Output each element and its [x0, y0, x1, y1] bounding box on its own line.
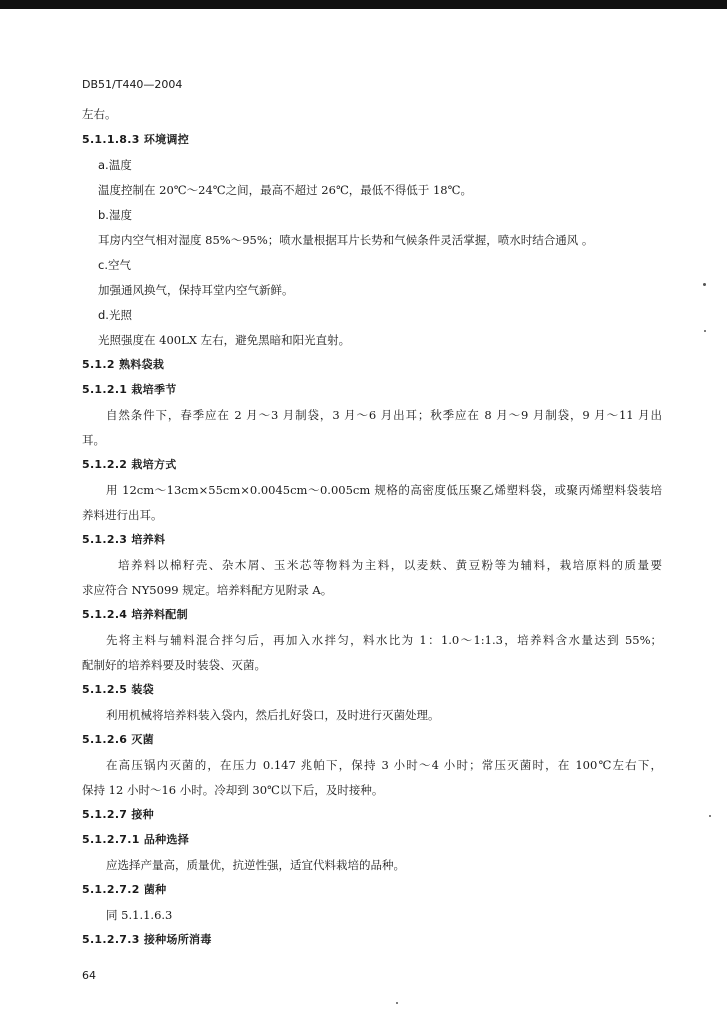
paragraph-variety-selection: 应选择产量高，质量优，抗逆性强，适宜代料栽培的品种。 [106, 858, 405, 872]
paragraph-method-line2: 养料进行出耳。 [82, 508, 163, 522]
section-heading-5-1-2-7-1: 5.1.2.7.1 品种选择 [82, 833, 190, 846]
section-heading-5-1-2: 5.1.2 熟料袋栽 [82, 358, 165, 371]
subheading-humidity: b.湿度 [98, 208, 132, 222]
paragraph-sterilization-line1: 在高压锅内灭菌的，在压力 0.147 兆帕下，保持 3 小时～4 小时；常压灭菌时，在 100℃左右下， [106, 758, 662, 772]
section-heading-5-1-2-2: 5.1.2.2 栽培方式 [82, 458, 177, 471]
section-heading-5-1-2-4: 5.1.2.4 培养料配制 [82, 608, 188, 621]
section-heading-5-1-2-1: 5.1.2.1 栽培季节 [82, 383, 177, 396]
paragraph-substrate-line2: 求应符合 NY5099 规定。培养料配方见附录 A。 [82, 583, 333, 597]
paragraph-continuation: 左右。 [82, 107, 117, 121]
paragraph-season-line1: 自然条件下，春季应在 2 月～3 月制袋，3 月～6 月出耳；秋季应在 8 月～9 月制袋，9 月～11 月出 [106, 408, 662, 422]
paragraph-spawn-reference: 同 5.1.1.6.3 [106, 908, 173, 922]
paragraph-mixing-line2: 配制好的培养料要及时装袋、灭菌。 [82, 658, 266, 672]
scan-speck [709, 815, 711, 817]
paragraph-substrate-line1: 培养料以棉籽壳、杂木屑、玉米芯等物料为主料，以麦麸、黄豆粉等为辅料，栽培原料的质量要 [118, 558, 662, 572]
subheading-temperature: a.温度 [98, 158, 132, 172]
paragraph-season-line2: 耳。 [82, 433, 105, 447]
paragraph-sterilization-line2: 保持 12 小时～16 小时。冷却到 30℃以下后，及时接种。 [82, 783, 384, 797]
section-heading-5-1-2-7-2: 5.1.2.7.2 菌种 [82, 883, 167, 896]
section-heading-5-1-2-3: 5.1.2.3 培养料 [82, 533, 166, 546]
section-heading-5-1-2-7: 5.1.2.7 接种 [82, 808, 154, 821]
paragraph-mixing-line1: 先将主料与辅料混合拌匀后，再加入水拌匀，料水比为 1：1.0～1:1.3，培养料含水量达到 55%； [106, 633, 662, 647]
page-number: 64 [82, 969, 96, 982]
paragraph-humidity: 耳房内空气相对湿度 85%～95%；喷水量根据耳片长势和气候条件灵活掌握，喷水时结合通风 。 [98, 233, 594, 247]
paragraph-temperature: 温度控制在 20℃～24℃之间，最高不超过 26℃，最低不得低于 18℃。 [98, 183, 472, 197]
document-code-header: DB51/T440—2004 [82, 78, 183, 91]
section-heading-5-1-2-5: 5.1.2.5 装袋 [82, 683, 154, 696]
section-heading-5-1-2-6: 5.1.2.6 灭菌 [82, 733, 154, 746]
paragraph-method-line1: 用 12cm～13cm×55cm×0.0045cm～0.005cm 规格的高密度低压聚乙烯塑料袋，或聚丙烯塑料袋装培 [106, 483, 662, 497]
paragraph-bagging: 利用机械将培养料装入袋内，然后扎好袋口，及时进行灭菌处理。 [106, 708, 440, 722]
subheading-air: c.空气 [98, 258, 131, 272]
subheading-light: d.光照 [98, 308, 132, 322]
scan-speck [704, 330, 706, 332]
section-heading-5-1-2-7-3: 5.1.2.7.3 接种场所消毒 [82, 933, 212, 946]
scan-speck [396, 1002, 398, 1004]
paragraph-air: 加强通风换气，保持耳堂内空气新鲜。 [98, 283, 294, 297]
paragraph-light: 光照强度在 400LX 左右，避免黑暗和阳光直射。 [98, 333, 351, 347]
section-heading-5-1-1-8-3: 5.1.1.8.3 环境调控 [82, 133, 190, 146]
scan-speck [703, 283, 706, 286]
